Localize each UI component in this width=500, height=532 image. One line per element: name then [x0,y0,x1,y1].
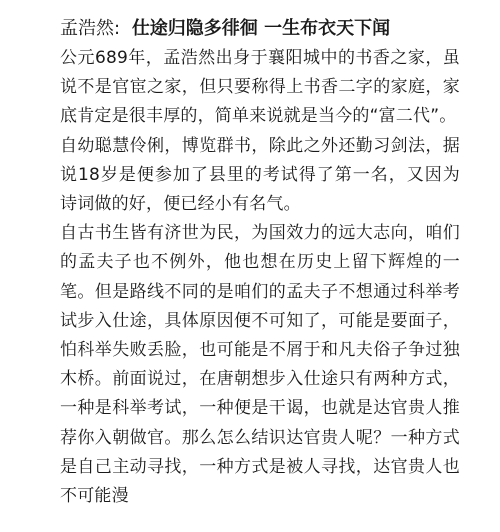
paragraph-2: 自幼聪慧伶俐，博览群书，除此之外还勤习剑法，据说18岁是便参加了县里的考试得了第一名，又因为诗词做的好，便已经小有名气。 [60,135,460,215]
paragraph-1: 公元689年，孟浩然出身于襄阳城中的书香之家，虽说不是官宦之家，但只要称得上书香二字的家庭，家底肯定是很丰厚的，简单来说就是当今的“富二代”。 [60,48,460,127]
article-title [60,14,460,44]
headline: 仕途归隐多徘徊 一生布衣天下闻 [131,18,391,39]
author-name: 孟浩然: [60,18,121,39]
article [60,14,460,511]
paragraph-3: 自古书生皆有济世为民，为国效力的远大志向，咱们的孟夫子也不例外，他也想在历史上留下辉煌的一笔。但是路线不同的是咱们的孟夫子不想通过科举考试步入仕途，具体原因便不可知了，可能是要面子，怕科举失败丢脸，也可能是不屑于和凡夫俗子争过独木桥。前面说过，在唐朝想步入仕途只有两种方式，一种是科举考试，一种便是干谒，也就是达官贵人推荐你入朝做官。那么怎么结识达官贵人呢？一种方式是自己主动寻找，一种方式是被人寻找，达官贵人也不可能漫 [60,223,460,507]
